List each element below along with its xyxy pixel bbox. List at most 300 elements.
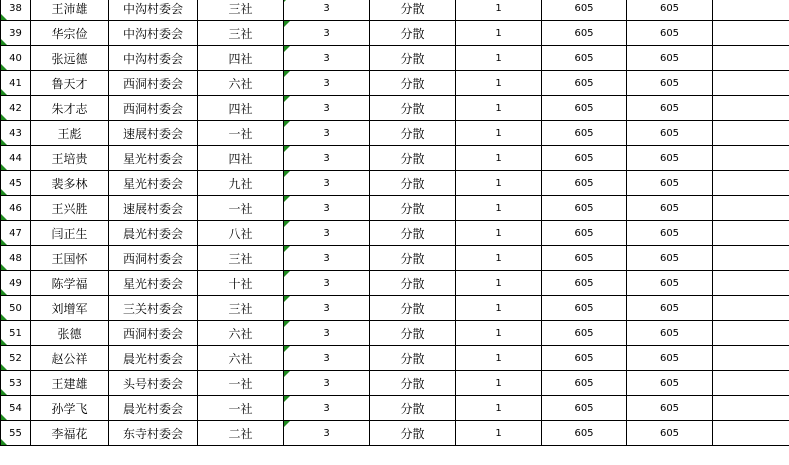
cell-quantity-text: 1 — [495, 427, 502, 439]
cell-count[interactable] — [284, 121, 370, 146]
cell-index[interactable] — [1, 71, 31, 96]
cell-village-text: 星光村委会 — [122, 276, 183, 291]
cell-village[interactable] — [109, 196, 198, 221]
cell-amount-text: 605 — [574, 152, 594, 164]
cell-total[interactable] — [627, 271, 713, 296]
cell-type[interactable] — [370, 46, 456, 71]
cell-count-text: 3 — [323, 402, 330, 414]
cell-total[interactable] — [627, 421, 713, 446]
error-indicator-icon — [1, 114, 7, 120]
cell-index-text: 39 — [9, 27, 22, 39]
cell-group-text: 一社 — [228, 401, 253, 416]
cell-quantity-text: 1 — [495, 377, 502, 389]
error-indicator-icon — [1, 139, 7, 145]
cell-total[interactable] — [627, 121, 713, 146]
cell-amount[interactable] — [542, 346, 627, 371]
cell-index[interactable] — [1, 396, 31, 421]
cell-empty[interactable] — [713, 271, 789, 296]
cell-amount[interactable] — [542, 96, 627, 121]
cell-count-text: 3 — [323, 152, 330, 164]
cell-quantity[interactable] — [456, 21, 542, 46]
cell-name-text: 闫正生 — [51, 226, 88, 241]
cell-total-text: 605 — [659, 252, 680, 264]
cell-index-text: 48 — [9, 252, 22, 264]
cell-total[interactable] — [627, 0, 713, 21]
cell-group[interactable] — [198, 421, 284, 446]
cell-amount[interactable] — [542, 271, 627, 296]
cell-type-text: 分散 — [400, 201, 425, 216]
cell-type-text: 分散 — [400, 151, 425, 166]
cell-type-text: 分散 — [400, 1, 425, 16]
cell-group[interactable] — [198, 296, 284, 321]
cell-index[interactable] — [1, 121, 31, 146]
cell-index[interactable] — [1, 296, 31, 321]
cell-amount-text: 605 — [574, 377, 594, 389]
cell-count[interactable] — [284, 246, 370, 271]
cell-quantity[interactable] — [456, 46, 542, 71]
cell-type-text: 分散 — [400, 351, 425, 366]
cell-group[interactable] — [198, 146, 284, 171]
cell-index[interactable] — [1, 221, 31, 246]
cell-group-text: 四社 — [228, 51, 253, 66]
cell-empty[interactable] — [713, 221, 789, 246]
cell-village[interactable] — [109, 296, 198, 321]
cell-name[interactable] — [31, 421, 109, 446]
cell-type[interactable] — [370, 121, 456, 146]
cell-village[interactable] — [109, 271, 198, 296]
cell-village[interactable] — [109, 421, 198, 446]
cell-amount-text: 605 — [574, 252, 594, 264]
cell-index[interactable] — [1, 271, 31, 296]
cell-count-text: 3 — [323, 27, 330, 39]
cell-quantity[interactable] — [456, 371, 542, 396]
cell-count[interactable] — [284, 46, 370, 71]
cell-total[interactable] — [627, 171, 713, 196]
cell-amount[interactable] — [542, 421, 627, 446]
cell-quantity[interactable] — [456, 0, 542, 21]
cell-amount-text: 605 — [574, 302, 594, 314]
cell-empty[interactable] — [713, 396, 789, 421]
cell-quantity[interactable] — [456, 296, 542, 321]
cell-amount[interactable] — [542, 246, 627, 271]
cell-total-text: 605 — [659, 77, 680, 89]
cell-type[interactable] — [370, 21, 456, 46]
cell-quantity[interactable] — [456, 96, 542, 121]
cell-total[interactable] — [627, 21, 713, 46]
cell-group[interactable] — [198, 396, 284, 421]
cell-type[interactable] — [370, 321, 456, 346]
cell-total[interactable] — [627, 221, 713, 246]
cell-count[interactable] — [284, 71, 370, 96]
cell-type[interactable] — [370, 171, 456, 196]
cell-amount[interactable] — [542, 21, 627, 46]
cell-amount-text: 605 — [574, 277, 594, 289]
cell-name-text: 王兴胜 — [51, 201, 88, 216]
cell-name[interactable] — [31, 0, 109, 21]
cell-amount[interactable] — [542, 321, 627, 346]
error-indicator-icon — [284, 346, 290, 352]
cell-count[interactable] — [284, 421, 370, 446]
cell-village-text: 东寺村委会 — [122, 426, 183, 441]
cell-amount[interactable] — [542, 146, 627, 171]
cell-amount[interactable] — [542, 0, 627, 21]
cell-amount-text: 605 — [574, 52, 594, 64]
cell-name[interactable] — [31, 271, 109, 296]
cell-index[interactable] — [1, 0, 31, 21]
cell-total[interactable] — [627, 371, 713, 396]
error-indicator-icon — [1, 389, 7, 395]
cell-empty[interactable] — [713, 346, 789, 371]
cell-quantity-text: 1 — [495, 127, 502, 139]
cell-count[interactable] — [284, 346, 370, 371]
cell-count-text: 3 — [323, 327, 330, 339]
cell-group[interactable] — [198, 371, 284, 396]
table-row — [1, 246, 789, 271]
cell-type-text: 分散 — [400, 26, 425, 41]
cell-type[interactable] — [370, 396, 456, 421]
cell-group[interactable] — [198, 321, 284, 346]
cell-name-text: 王国怀 — [51, 251, 88, 266]
cell-amount[interactable] — [542, 196, 627, 221]
cell-count[interactable] — [284, 21, 370, 46]
cell-village-text: 三关村委会 — [122, 301, 183, 316]
table-row — [1, 0, 789, 21]
cell-group-text: 三社 — [228, 26, 253, 41]
cell-quantity-text: 1 — [495, 227, 502, 239]
cell-name-text: 张德 — [57, 326, 82, 341]
cell-group-text: 四社 — [228, 151, 253, 166]
cell-amount-text: 605 — [574, 402, 594, 414]
cell-quantity-text: 1 — [495, 352, 502, 364]
cell-name-text: 王沛雄 — [51, 1, 88, 16]
cell-amount-text: 605 — [574, 327, 594, 339]
cell-name[interactable] — [31, 96, 109, 121]
cell-index[interactable] — [1, 171, 31, 196]
cell-group[interactable] — [198, 96, 284, 121]
cell-count[interactable] — [284, 146, 370, 171]
cell-group-text: 十社 — [228, 276, 253, 291]
cell-village-text: 星光村委会 — [122, 176, 183, 191]
cell-type[interactable] — [370, 71, 456, 96]
cell-name-text: 王培贵 — [51, 151, 88, 166]
cell-quantity-text: 1 — [495, 2, 502, 14]
cell-amount[interactable] — [542, 371, 627, 396]
cell-count[interactable] — [284, 271, 370, 296]
cell-index-text: 43 — [9, 127, 22, 139]
cell-amount-text: 605 — [574, 427, 594, 439]
cell-type-text: 分散 — [400, 251, 425, 266]
error-indicator-icon — [284, 246, 290, 252]
cell-group-text: 六社 — [228, 76, 253, 91]
cell-village[interactable] — [109, 146, 198, 171]
cell-group[interactable] — [198, 346, 284, 371]
cell-count[interactable] — [284, 171, 370, 196]
cell-amount-text: 605 — [574, 2, 594, 14]
cell-total[interactable] — [627, 146, 713, 171]
cell-index-text: 40 — [9, 52, 22, 64]
cell-index[interactable] — [1, 46, 31, 71]
cell-count[interactable] — [284, 96, 370, 121]
cell-count[interactable] — [284, 221, 370, 246]
cell-empty[interactable] — [713, 171, 789, 196]
cell-type[interactable] — [370, 246, 456, 271]
cell-quantity[interactable] — [456, 171, 542, 196]
cell-group[interactable] — [198, 221, 284, 246]
cell-total[interactable] — [627, 46, 713, 71]
error-indicator-icon — [284, 296, 290, 302]
cell-group[interactable] — [198, 0, 284, 21]
cell-quantity[interactable] — [456, 146, 542, 171]
cell-village-text: 中沟村委会 — [122, 26, 183, 41]
cell-village[interactable] — [109, 371, 198, 396]
cell-type-text: 分散 — [400, 226, 425, 241]
cell-empty[interactable] — [713, 421, 789, 446]
cell-index-text: 45 — [9, 177, 22, 189]
cell-group[interactable] — [198, 121, 284, 146]
cell-name[interactable] — [31, 71, 109, 96]
cell-total[interactable] — [627, 346, 713, 371]
cell-quantity-text: 1 — [495, 202, 502, 214]
cell-total[interactable] — [627, 246, 713, 271]
error-indicator-icon — [284, 96, 290, 102]
cell-group[interactable] — [198, 271, 284, 296]
cell-name[interactable] — [31, 346, 109, 371]
cell-name-text: 陈学福 — [51, 276, 88, 291]
cell-amount[interactable] — [542, 46, 627, 71]
cell-type[interactable] — [370, 296, 456, 321]
cell-quantity-text: 1 — [495, 77, 502, 89]
cell-type[interactable] — [370, 196, 456, 221]
error-indicator-icon — [284, 46, 290, 52]
cell-index-text: 51 — [9, 327, 22, 339]
cell-village[interactable] — [109, 0, 198, 21]
cell-count[interactable] — [284, 296, 370, 321]
cell-empty[interactable] — [713, 121, 789, 146]
cell-village[interactable] — [109, 21, 198, 46]
cell-group-text: 三社 — [228, 301, 253, 316]
cell-empty[interactable] — [713, 21, 789, 46]
cell-group-text: 六社 — [228, 326, 253, 341]
cell-type[interactable] — [370, 0, 456, 21]
cell-group[interactable] — [198, 71, 284, 96]
cell-empty[interactable] — [713, 96, 789, 121]
cell-village[interactable] — [109, 321, 198, 346]
cell-name[interactable] — [31, 121, 109, 146]
cell-type[interactable] — [370, 371, 456, 396]
cell-group[interactable] — [198, 46, 284, 71]
cell-index[interactable] — [1, 371, 31, 396]
cell-quantity-text: 1 — [495, 52, 502, 64]
cell-village[interactable] — [109, 46, 198, 71]
error-indicator-icon — [1, 14, 7, 20]
cell-quantity[interactable] — [456, 321, 542, 346]
cell-village-text: 中沟村委会 — [122, 1, 183, 16]
cell-type-text: 分散 — [400, 426, 425, 441]
cell-village[interactable] — [109, 346, 198, 371]
cell-total[interactable] — [627, 71, 713, 96]
cell-village-text: 西洞村委会 — [122, 76, 183, 91]
cell-amount-text: 605 — [574, 177, 594, 189]
cell-empty[interactable] — [713, 246, 789, 271]
cell-empty[interactable] — [713, 0, 789, 21]
cell-total-text: 605 — [659, 152, 680, 164]
cell-total-text: 605 — [659, 202, 680, 214]
cell-type-text: 分散 — [400, 301, 425, 316]
cell-empty[interactable] — [713, 196, 789, 221]
cell-index-text: 52 — [9, 352, 22, 364]
cell-village[interactable] — [109, 396, 198, 421]
cell-amount[interactable] — [542, 171, 627, 196]
cell-index-text: 55 — [9, 427, 22, 439]
cell-group-text: 四社 — [228, 101, 253, 116]
error-indicator-icon — [1, 214, 7, 220]
cell-index[interactable] — [1, 346, 31, 371]
cell-group[interactable] — [198, 196, 284, 221]
cell-village[interactable] — [109, 71, 198, 96]
cell-type[interactable] — [370, 96, 456, 121]
cell-amount[interactable] — [542, 396, 627, 421]
cell-name[interactable] — [31, 246, 109, 271]
cell-name[interactable] — [31, 196, 109, 221]
cell-count[interactable] — [284, 196, 370, 221]
cell-name[interactable] — [31, 371, 109, 396]
cell-total-text: 605 — [659, 427, 680, 439]
cell-count-text: 3 — [323, 302, 330, 314]
cell-type-text: 分散 — [400, 126, 425, 141]
cell-quantity[interactable] — [456, 196, 542, 221]
error-indicator-icon — [284, 221, 290, 227]
cell-name[interactable] — [31, 396, 109, 421]
cell-name-text: 刘增军 — [51, 301, 88, 316]
cell-count-text: 3 — [323, 227, 330, 239]
cell-name-text: 朱才志 — [51, 101, 88, 116]
cell-total[interactable] — [627, 196, 713, 221]
cell-village[interactable] — [109, 221, 198, 246]
cell-quantity[interactable] — [456, 71, 542, 96]
cell-total[interactable] — [627, 96, 713, 121]
cell-name[interactable] — [31, 21, 109, 46]
cell-index[interactable] — [1, 96, 31, 121]
cell-index[interactable] — [1, 146, 31, 171]
cell-amount[interactable] — [542, 71, 627, 96]
cell-index[interactable] — [1, 321, 31, 346]
cell-group-text: 一社 — [228, 376, 253, 391]
cell-index[interactable] — [1, 21, 31, 46]
cell-empty[interactable] — [713, 371, 789, 396]
error-indicator-icon — [1, 339, 7, 345]
table-row — [1, 421, 789, 446]
cell-type[interactable] — [370, 221, 456, 246]
cell-type-text: 分散 — [400, 276, 425, 291]
cell-quantity[interactable] — [456, 121, 542, 146]
cell-name[interactable] — [31, 221, 109, 246]
cell-name[interactable] — [31, 321, 109, 346]
cell-type-text: 分散 — [400, 76, 425, 91]
cell-index[interactable] — [1, 196, 31, 221]
cell-quantity[interactable] — [456, 221, 542, 246]
cell-count-text: 3 — [323, 2, 330, 14]
cell-village[interactable] — [109, 121, 198, 146]
cell-count[interactable] — [284, 396, 370, 421]
cell-amount-text: 605 — [574, 227, 594, 239]
cell-village[interactable] — [109, 246, 198, 271]
cell-index[interactable] — [1, 246, 31, 271]
cell-village[interactable] — [109, 171, 198, 196]
cell-count[interactable] — [284, 371, 370, 396]
cell-group-text: 二社 — [228, 426, 253, 441]
error-indicator-icon — [1, 414, 7, 420]
cell-type[interactable] — [370, 346, 456, 371]
cell-group[interactable] — [198, 21, 284, 46]
cell-total-text: 605 — [659, 127, 680, 139]
cell-quantity[interactable] — [456, 346, 542, 371]
cell-amount[interactable] — [542, 221, 627, 246]
cell-type-text: 分散 — [400, 176, 425, 191]
error-indicator-icon — [284, 321, 290, 327]
cell-name[interactable] — [31, 146, 109, 171]
table-row — [1, 221, 789, 246]
cell-quantity[interactable] — [456, 271, 542, 296]
cell-total[interactable] — [627, 296, 713, 321]
cell-amount-text: 605 — [574, 352, 594, 364]
cell-amount[interactable] — [542, 121, 627, 146]
cell-type[interactable] — [370, 146, 456, 171]
cell-count[interactable] — [284, 321, 370, 346]
cell-name[interactable] — [31, 171, 109, 196]
cell-village-text: 速展村委会 — [122, 126, 183, 141]
cell-village[interactable] — [109, 96, 198, 121]
cell-index-text: 44 — [9, 152, 22, 164]
cell-type[interactable] — [370, 421, 456, 446]
table-row — [1, 296, 789, 321]
cell-index[interactable] — [1, 421, 31, 446]
cell-village-text: 星光村委会 — [122, 151, 183, 166]
cell-total-text: 605 — [659, 102, 680, 114]
cell-group[interactable] — [198, 246, 284, 271]
cell-count-text: 3 — [323, 352, 330, 364]
cell-name-text: 王彪 — [57, 126, 82, 141]
cell-empty[interactable] — [713, 296, 789, 321]
cell-quantity[interactable] — [456, 396, 542, 421]
cell-village-text: 晨光村委会 — [122, 401, 183, 416]
cell-index-text: 38 — [9, 2, 22, 14]
cell-total-text: 605 — [659, 402, 680, 414]
cell-amount[interactable] — [542, 296, 627, 321]
error-indicator-icon — [284, 21, 290, 27]
cell-empty[interactable] — [713, 46, 789, 71]
cell-quantity-text: 1 — [495, 302, 502, 314]
cell-quantity-text: 1 — [495, 327, 502, 339]
error-indicator-icon — [1, 164, 7, 170]
cell-index-text: 42 — [9, 102, 22, 114]
cell-type[interactable] — [370, 271, 456, 296]
cell-name-text: 孙学飞 — [51, 401, 88, 416]
cell-quantity[interactable] — [456, 421, 542, 446]
cell-empty[interactable] — [713, 321, 789, 346]
cell-name[interactable] — [31, 296, 109, 321]
cell-empty[interactable] — [713, 146, 789, 171]
cell-total[interactable] — [627, 321, 713, 346]
table-row — [1, 346, 789, 371]
cell-empty[interactable] — [713, 71, 789, 96]
cell-count[interactable] — [284, 0, 370, 21]
error-indicator-icon — [284, 371, 290, 377]
cell-total-text: 605 — [659, 52, 680, 64]
cell-quantity[interactable] — [456, 246, 542, 271]
cell-group[interactable] — [198, 171, 284, 196]
cell-name[interactable] — [31, 46, 109, 71]
cell-total[interactable] — [627, 396, 713, 421]
